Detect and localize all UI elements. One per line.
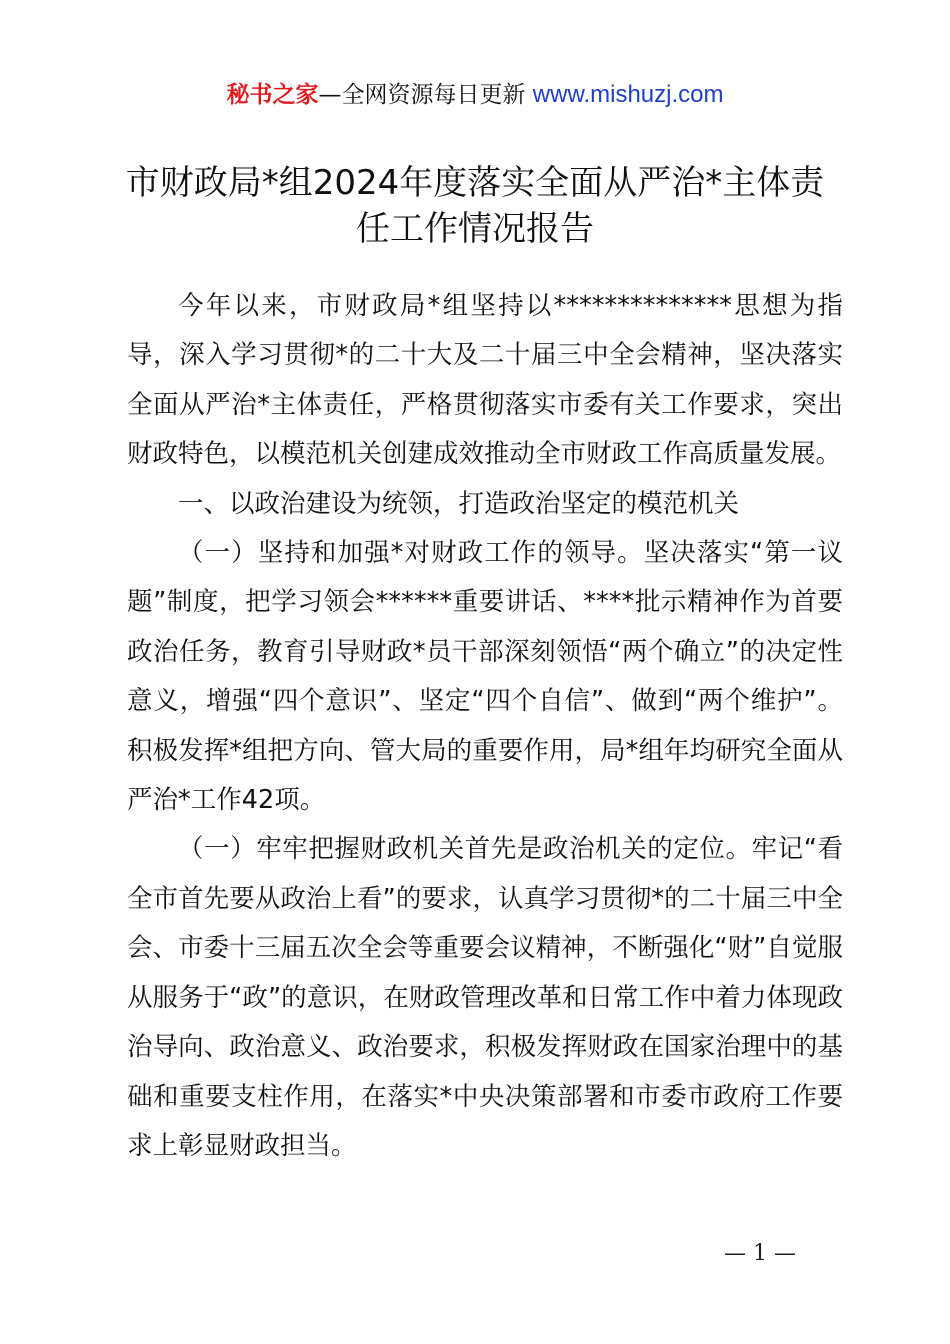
- document-body: [127, 282, 843, 1171]
- section-heading: 一、以政治建设为统领，打造政治坚定的模范机关: [178, 488, 740, 519]
- page-number: — 1 —: [724, 1241, 796, 1266]
- document-title: 市财政局*组2024年度落实全面从严治*主体责任工作情况报告: [125, 163, 825, 249]
- brand-name: 秘书之家: [226, 82, 319, 108]
- body-paragraph: （一）牢牢把握财政机关首先是政治机关的定位。牢记“看全市首先要从政治上看”的要求，认真学习贯彻*的二十届三中全会、市委十三届五次全会等重要会议精神，不断强化“财”自觉服从服务于“政”的意识，在财政管理改革和日常工作中着力体现政治导向、政治意义、政治要求，积极发挥财政在国家治理中的基础和重要支柱作用，在落实*中央决策部署和市委市政府工作要求上彰显财政担当。: [127, 834, 843, 1161]
- site-header: [0, 80, 950, 110]
- body-paragraph: （一）坚持和加强*对财政工作的领导。坚决落实“第一议题”制度，把学习领会******重要讲话、****批示精神作为首要政治任务，教育引导财政*员干部深刻领悟“两个确立”的决定性意义，增强“四个意识”、坚定“四个自信”、做到“两个维护”。积极发挥*组把方向、管大局的重要作用，局*组年均研究全面从严治*工作42项。: [127, 538, 843, 816]
- intro-paragraph: 今年以来，市财政局*组坚持以**************思想为指导，深入学习贯彻*的二十大及二十届三中全会精神，坚决落实全面从严治*主体责任，严格贯彻落实市委有关工作要求，突出财政特色，以模范机关创建成效推动全市财政工作高质量发展。: [127, 291, 843, 470]
- header-slogan: —全网资源每日更新: [318, 82, 526, 108]
- website-url: www.mishuzj.com: [532, 81, 724, 108]
